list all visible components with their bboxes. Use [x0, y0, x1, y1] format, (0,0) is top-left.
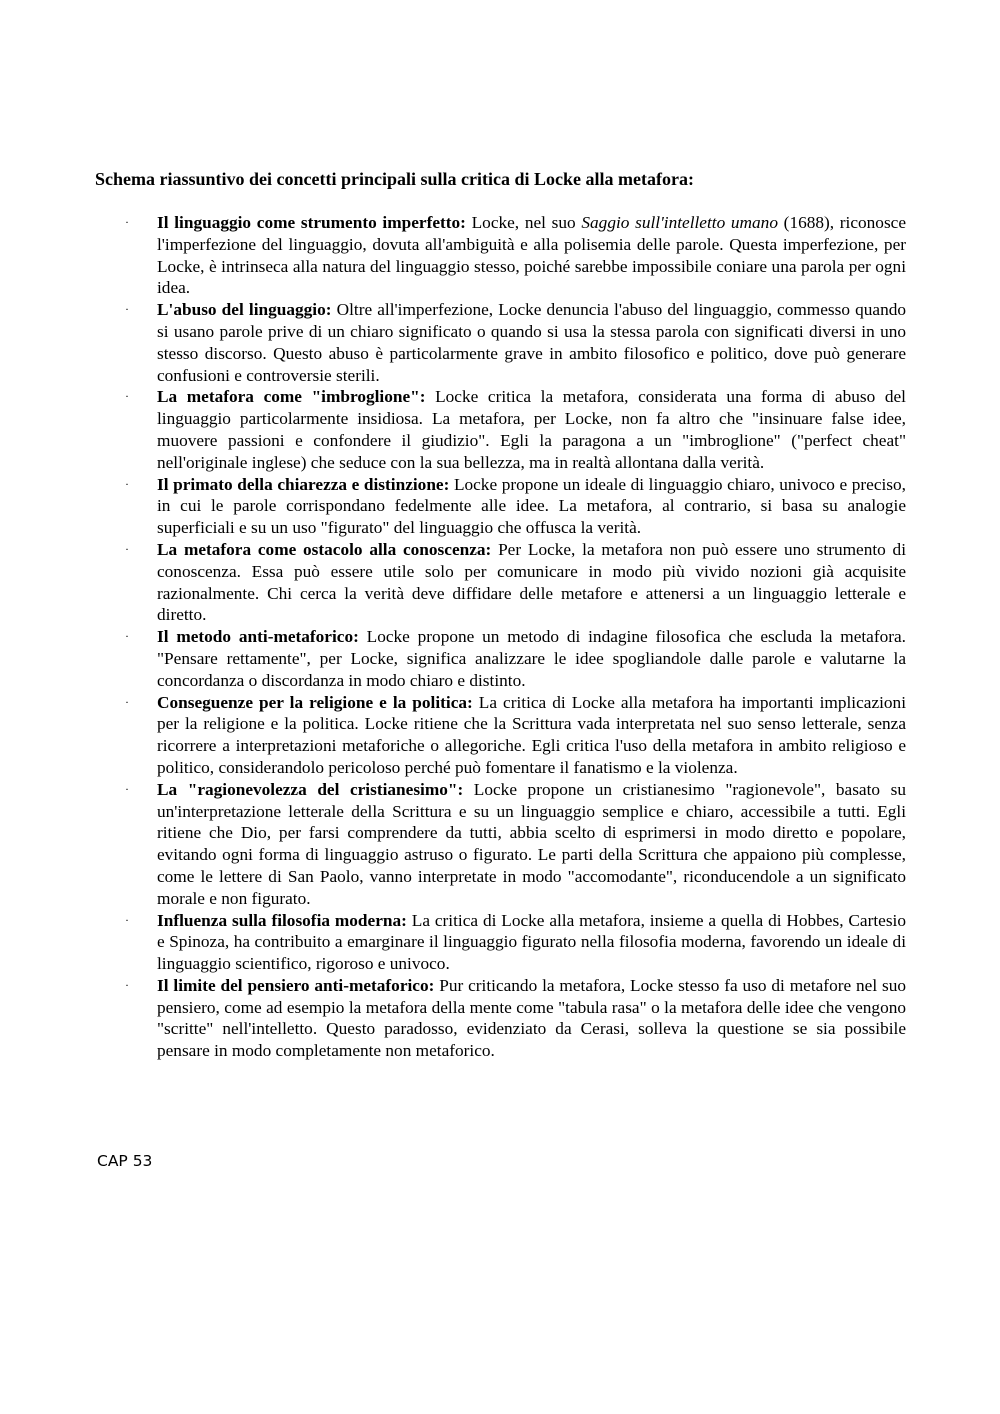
bullet-icon: ·: [125, 389, 129, 404]
book-title: Saggio sull'intelletto umano: [581, 213, 778, 232]
item-term: Il primato della chiarezza e distinzione:: [157, 474, 450, 494]
list-item: [125, 910, 906, 975]
item-term: Il metodo anti-metaforico:: [157, 627, 359, 647]
item-text: Oltre all'imperfezione, Locke denuncia l'abuso del linguaggio, commesso quando si usano parole prive di un chiaro significato o quando si usa la stessa parola con significati diversi in uno stesso discorso. Questo abuso è particolarmente grave in ambito filosofico e politico, dove può generare confusioni e controversie sterili.: [157, 300, 906, 385]
list-item: [125, 474, 906, 539]
list-item: [125, 386, 906, 473]
item-text: La critica di Locke alla metafora, insieme a quella di Hobbes, Cartesio e Spinoza, ha contribuito a emarginare il linguaggio figurato nella filosofia moderna, favorendo un ideale di linguaggio scientifico, rigoroso e univoco.: [157, 910, 906, 974]
chapter-label: CAP 53: [97, 1152, 153, 1170]
item-term: L'abuso del linguaggio:: [157, 300, 332, 320]
item-term: Il limite del pensiero anti-metaforico:: [157, 975, 435, 995]
list-item: [125, 212, 907, 299]
item-term: Influenza sulla filosofia moderna:: [157, 910, 407, 930]
bullet-icon: ·: [125, 476, 129, 491]
bullet-icon: ·: [125, 781, 129, 796]
list-item: [125, 692, 906, 779]
item-text: Per Locke, la metafora non può essere uno strumento di conoscenza. Essa può essere utile solo per comunicare in modo più vivido nozioni già acquisite razionalmente. Chi cerca la verità deve diffidare delle metafore e attenersi a un linguaggio letterale e diretto.: [157, 539, 907, 625]
list-item: [125, 626, 906, 691]
bullet-icon: ·: [125, 629, 129, 644]
item-text: Locke propone un ideale di linguaggio chiaro, univoco e preciso, in cui le parole corrispondano fedelmente alle idee. La metafora, al contrario, si basa su analogie superficiali e su un uso "figurato" del linguaggio che offusca la verità.: [157, 474, 906, 538]
item-text: Locke propone un metodo di indagine filosofica che escluda la metafora. "Pensare rettamente", per Locke, significa analizzare le idee spogliandole dalle parole e valutarne la concordanza o discordanza in modo chiaro e distinto.: [157, 627, 906, 690]
bullet-icon: ·: [125, 215, 129, 229]
item-text: Pur criticando la metafora, Locke stesso fa uso di metafore nel suo pensiero, come ad esempio la metafora della mente come "tabula rasa" o la metafora delle idee che vengono "scritte" nell'intelletto. Questo paradosso, evidenziato da Cerasi, solleva la questione se sia possibile pensare in modo completamente non metaforico.: [157, 975, 906, 1061]
bullet-icon: ·: [125, 694, 129, 709]
document-heading: Schema riassuntivo dei concetti principali sulla critica di Locke alla metafora:: [95, 169, 694, 189]
list-item: [125, 975, 906, 1062]
item-term: La metafora come "imbroglione":: [157, 387, 426, 407]
bullet-icon: ·: [125, 912, 129, 927]
item-term: Il linguaggio come strumento imperfetto:: [157, 213, 466, 232]
list-item: [125, 539, 907, 626]
item-text: Locke critica la metafora, considerata una forma di abuso del linguaggio particolarmente insidiosa. La metafora, per Locke, non fa altro che "insinuare false idee, muovere passioni e confondere il giudizio". Egli la paragona a un "imbroglione" ("perfect cheat" nell'originale inglese) che seduce con la sua bellezza, ma in realtà allontana dalla verità.: [157, 387, 906, 472]
item-text: (1688), riconosce l'imperfezione del linguaggio, dovuta all'ambiguità e alla polisemia delle parole. Questa imperfezione, per Locke, è intrinseca alla natura del linguaggio stesso, poiché sarebbe impossibile coniare una parola per ogni idea.: [157, 213, 907, 298]
list-item: [125, 299, 906, 386]
item-term: La "ragionevolezza del cristianesimo":: [157, 779, 464, 799]
item-term: Conseguenze per la religione e la politica:: [157, 692, 473, 712]
list-item: [125, 779, 906, 910]
concept-list: [125, 212, 907, 1062]
item-text: Locke propone un cristianesimo "ragionevole", basato su un'interpretazione letterale della Scrittura e su un linguaggio semplice e chiaro, accessibile a tutti. Egli ritiene che Dio, per farsi comprendere da tutti, abbia scelto di esprimersi in modo diretto e popolare, evitando ogni forma di linguaggio astruso o figurato. Le parti della Scrittura che appaiono più complesse, come le lettere di San Paolo, vanno interpretate in modo "accomodante", riconducendole a un significato morale e non figurato.: [157, 779, 906, 908]
item-text: La critica di Locke alla metafora ha importanti implicazioni per la religione e la politica. Locke ritiene che la Scrittura vada interpretata nel suo senso letterale, senza ricorrere a interpretazioni metaforiche o allegoriche. Egli critica l'uso della metafora in ambito religioso e politico, considerandolo pericoloso perché può fomentare il fanatismo e la violenza.: [157, 692, 906, 777]
bullet-icon: ·: [125, 541, 129, 556]
bullet-icon: ·: [125, 302, 129, 317]
item-term: La metafora come ostacolo alla conoscenza:: [157, 539, 492, 559]
bullet-icon: ·: [125, 977, 129, 992]
item-text: Locke, nel suo: [465, 213, 582, 232]
